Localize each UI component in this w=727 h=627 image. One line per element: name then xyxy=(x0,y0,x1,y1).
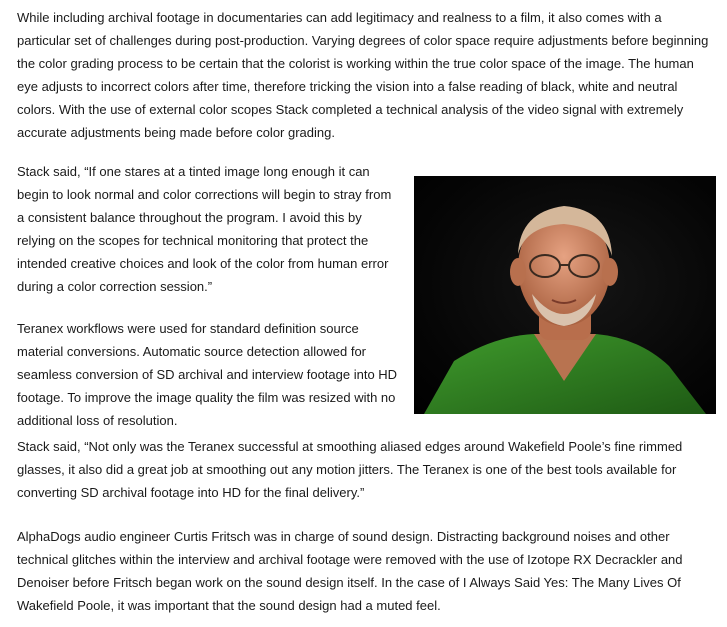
left-ear xyxy=(510,258,526,286)
paragraph-stack-quote-1: Stack said, “If one stares at a tinted image long enough it can begin to look normal and color corrections will begin to stray from a consistent balance throughout the program. I avoid this by relying on the scopes for technical monitoring that protect the intended creative choices and look of the color from human error during a color correction session.” xyxy=(17,164,392,294)
paragraph-intro: While including archival footage in documentaries can add legitimacy and realness to a film, it also comes with a particular set of challenges during post-production. Varying degrees of color space require adjustments before beginning the color grading process to be certain that the colorist is working within the true color space of the image. The human eye adjusts to incorrect colors after time, therefore tricking the vision into a false reading of black, white and neutral colors. With the use of external color scopes Stack completed a technical analysis of the video signal with extremely accurate adjustments being made before color grading. xyxy=(17,10,709,140)
paragraph-sound-design: AlphaDogs audio engineer Curtis Fritsch was in charge of sound design. Distracting background noises and other technical glitches within the interview and archival footage were removed with the use of Izotope RX Decrackler and Denoiser before Fritsch began work on the sound design itself. In the case of I Always Said Yes: The Many Lives Of Wakefield Poole, it was important that the sound design had a muted feel. xyxy=(17,529,683,613)
portrait-illustration xyxy=(414,176,716,414)
right-ear xyxy=(602,258,618,286)
text-column xyxy=(17,160,402,432)
paragraph-teranex: Teranex workflows were used for standard definition source material conversions. Automatic source detection allowed for seamless conversion of SD archival and interview footage into HD footage. To improve the image quality the film was resized with no additional loss of resolution. xyxy=(17,321,398,428)
article-body xyxy=(17,6,717,613)
portrait-photo xyxy=(414,176,716,414)
paragraph-stack-quote-2: Stack said, “Not only was the Teranex successful at smoothing aliased edges around Wakefield Poole’s fine rimmed glasses, it also did a great job at smoothing out any motion jitters. The Teranex is one of the best tools available for converting SD archival footage into HD for the final delivery.” xyxy=(17,439,683,500)
